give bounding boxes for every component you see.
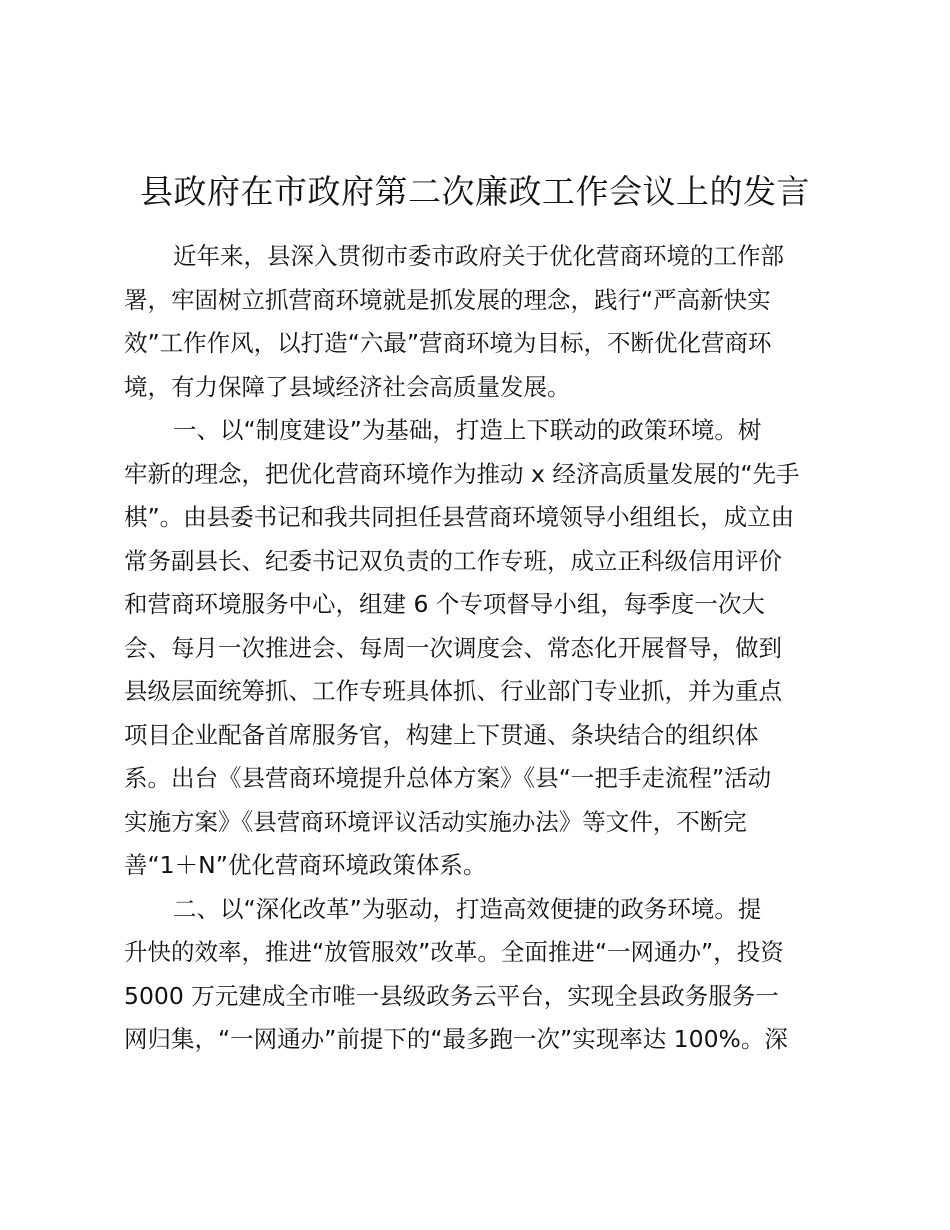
text-line: 系。出台《县营商环境提升总体方案》《县“一把手走流程”活动: [124, 764, 772, 792]
paragraph-intro: [124, 235, 829, 409]
document-body: [124, 235, 829, 1062]
paragraph-section-two: [124, 888, 829, 1062]
paragraph-section-one: [124, 409, 829, 888]
text-line: 项目企业配备首席服务官，构建上下贯通、条块结合的组织体: [124, 720, 759, 749]
text-line: 升快的效率，推进“放管服效”改革。全面推进“一网通办”，投资: [124, 938, 784, 966]
text-line: 二、以“深化改革”为驱动，打造高效便捷的政务环境。提: [173, 894, 762, 923]
text-line: 近年来，县深入贯彻市委市政府关于优化营商环境的工作部: [173, 242, 784, 270]
text-line: 效”工作作风，以打造“六最”营商环境为目标，不断优化营商环: [124, 329, 772, 357]
text-line: 常务副县长、纪委书记双负责的工作专班，成立正科级信用评价: [124, 546, 782, 575]
text-line: 境，有力保障了县域经济社会高质量发展。: [124, 372, 571, 401]
text-line: 和营商环境服务中心，组建 6 个专项督导小组，每季度一次大: [124, 590, 765, 618]
text-line: 牢新的理念，把优化营商环境作为推动 x 经济高质量发展的“先手: [124, 459, 800, 488]
text-line: 善“1＋N”优化营商环境政策体系。: [124, 851, 487, 879]
text-line: 实施方案》《县营商环境评议活动实施办法》等文件，不断完: [124, 807, 747, 836]
text-line: 署，牢固树立抓营商环境就是抓发展的理念，践行“严高新快实: [124, 285, 771, 314]
text-line: 县级层面统筹抓、工作专班具体抓、行业部门专业抓，并为重点: [124, 677, 782, 705]
text-line: 会、每月一次推进会、每周一次调度会、常态化开展督导，做到: [124, 633, 782, 662]
text-line: 5000 万元建成全市唯一县级政务云平台，实现全县政务服务一: [124, 981, 779, 1010]
page-title: 县政府在市政府第二次廉政工作会议上的发言: [140, 172, 810, 211]
text-line: 一、以“制度建设”为基础，打造上下联动的政策环境。树: [173, 416, 762, 444]
text-line: 棋”。由县委书记和我共同担任县营商环境领导小组组长，成立由: [124, 503, 795, 531]
text-line: 网归集，“一网通办”前提下的“最多跑一次”实现率达 100%。深: [124, 1025, 788, 1053]
